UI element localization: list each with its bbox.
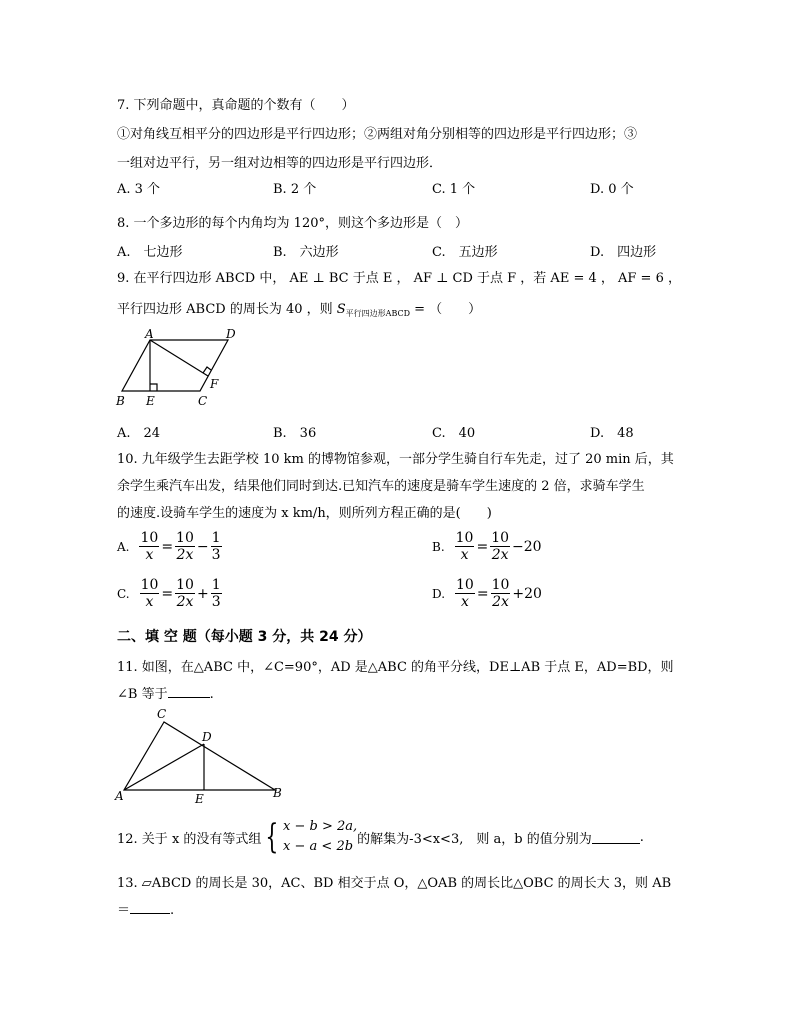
q8-option-a: A. 七边形 (117, 245, 183, 260)
q10-a-term-num: 1 (211, 530, 221, 546)
q11-line2 (117, 683, 214, 702)
q9-line1: 9. 在平行四边形 ABCD 中， AE ⊥ BC 于点 E ， AF ⊥ CD 于点 F ，若 AE = 4 ， AF = 6 ， (117, 271, 681, 286)
q8-stem: 8. 一个多边形的每个内角均为 120°，则这个多边形是（ ） (117, 216, 468, 231)
q9-line2 (117, 298, 481, 319)
q10-d-label: D. (432, 586, 446, 601)
q12-post: 的解集为-3<x<3, 则 a，b 的值分别为 (357, 831, 592, 847)
q11-line1: 11. 如图，在△ABC 中，∠C=90°，AD 是△ABC 的角平分线，DE⊥AB 于点 E，AD=BD，则 (117, 660, 674, 675)
q9-line2-a: 平行四边形 ABCD 的周长为 40 ，则 (117, 302, 337, 317)
q8-option-b: B. 六边形 (273, 245, 339, 260)
q10-a-lhs-den: x (145, 547, 154, 563)
q13-line2 (117, 899, 174, 918)
q10-a-label: A. (117, 539, 130, 554)
q7-option-d: D. 0 个 (590, 182, 634, 197)
q9-area-symbol: S (336, 302, 346, 317)
q10-b-rhs-num: 10 (491, 530, 510, 546)
q9-option-d: D. 48 (590, 426, 634, 441)
q10-d-tail: +20 (512, 585, 542, 602)
q10-option-d (432, 577, 542, 610)
q9-label-b: B (116, 394, 125, 408)
q10-a-rhs-num: 10 (176, 530, 194, 546)
q10-c-lhs-den: x (145, 594, 154, 610)
q10-b-rhs-den: 2x (491, 547, 509, 563)
q11-triangle-abc (124, 722, 275, 790)
q12-system (283, 817, 357, 857)
q10-c-operator: + (196, 585, 209, 602)
q9-altitude-af (150, 340, 208, 376)
q12-line (117, 815, 644, 859)
q10-option-c (117, 577, 222, 610)
q9-right-angle-e (150, 384, 157, 391)
q7-option-c: C. 1 个 (432, 182, 476, 197)
q10-c-equals: = (161, 585, 174, 602)
q7-option-b: B. 2 个 (273, 182, 317, 197)
q11-label-c: C (157, 707, 167, 721)
q10-line2: 余学生乘汽车出发，结果他们同时到达.已知汽车的速度是骑车学生速度的 2 倍，求骑车学生 (117, 479, 645, 494)
q9-line2-b: = （ ） (410, 302, 482, 317)
q10-a-operator: − (196, 538, 209, 555)
q10-a-term-den: 3 (211, 547, 221, 563)
q11-bisector-ad (124, 744, 204, 790)
q10-a-equals: = (161, 538, 174, 555)
q13-answer-blank (130, 901, 170, 914)
q10-b-lhs-den: x (460, 547, 469, 563)
q9-label-c: C (198, 394, 208, 408)
q9-option-a: A. 24 (117, 426, 161, 441)
q11-line2-end: . (209, 687, 214, 702)
q10-line1: 10. 九年级学生去距学校 10 km 的博物馆参观，一部分学生骑自行车先走，过了 20 min 后，其 (117, 452, 674, 467)
q12-pre: 12. 关于 x 的没有等式组 (117, 831, 262, 847)
q9-area-subscript: 平行四边形ABCD (345, 309, 411, 318)
q9-parallelogram-figure (112, 328, 242, 410)
q9-label-d: D (226, 328, 236, 341)
q13-line2-end: . (170, 903, 175, 918)
q10-d-lhs-den: x (460, 594, 469, 610)
q10-b-label: B. (432, 539, 445, 554)
q10-b-lhs-num: 10 (455, 530, 474, 546)
q7-option-a: A. 3 个 (117, 182, 161, 197)
q11-label-d: D (202, 730, 212, 744)
q9-label-a: A (145, 328, 154, 341)
q12-end: . (639, 829, 644, 845)
q10-option-b (432, 530, 542, 563)
q10-b-tail: −20 (512, 538, 542, 555)
q8-option-d: D. 四边形 (590, 245, 657, 260)
q10-c-lhs-num: 10 (140, 577, 159, 593)
q11-label-a: A (115, 789, 124, 803)
q12-inequality-1: x − b > 2a, (283, 819, 358, 834)
q9-option-b: B. 36 (273, 426, 317, 441)
q7-line1: ①对角线互相平分的四边形是平行四边形；②两组对角分别相等的四边形是平行四边形；③ (117, 127, 638, 142)
q9-label-f: F (210, 377, 219, 391)
q11-answer-blank (168, 685, 210, 698)
q10-line3: 的速度.设骑车学生的速度为 x km/h，则所列方程正确的是( ) (117, 506, 492, 521)
q8-option-c: C. 五边形 (432, 245, 498, 260)
q10-c-rhs-num: 10 (176, 577, 194, 593)
q9-label-e: E (146, 394, 155, 408)
q10-b-equals: = (476, 538, 489, 555)
q12-brace: { (265, 817, 279, 857)
q11-line2-text: ∠B 等于 (117, 687, 168, 702)
q12-inequality-2: x − a < 2b (283, 839, 354, 854)
q10-a-rhs-den: 2x (176, 547, 194, 563)
q10-c-rhs-den: 2x (176, 594, 194, 610)
q9-option-c: C. 40 (432, 426, 476, 441)
q11-triangle-figure (112, 704, 292, 806)
q10-option-a (117, 530, 222, 563)
q10-c-term-den: 3 (211, 594, 221, 610)
q13-line2-text: ＝ (117, 903, 131, 918)
q10-a-lhs-num: 10 (140, 530, 159, 546)
q10-d-equals: = (476, 585, 489, 602)
q7-stem: 7. 下列命题中，真命题的个数有（ ） (117, 98, 355, 113)
q13-line1: 13. ▱ABCD 的周长是 30，AC、BD 相交于点 O，△OAB 的周长比△OBC 的周长大 3，则 AB (117, 876, 672, 891)
q7-line2: 一组对边平行，另一组对边相等的四边形是平行四边形． (117, 156, 443, 171)
q11-label-b: B (273, 786, 282, 800)
section-2-heading: 二、填 空 题（每小题 3 分，共 24 分） (117, 629, 372, 645)
q11-label-e: E (195, 792, 204, 806)
q10-d-rhs-num: 10 (491, 577, 510, 593)
q10-d-lhs-num: 10 (456, 577, 474, 593)
q12-answer-blank (592, 831, 640, 844)
q10-c-term-num: 1 (211, 577, 221, 593)
q10-d-rhs-den: 2x (492, 594, 509, 610)
q10-c-label: C. (117, 586, 130, 601)
